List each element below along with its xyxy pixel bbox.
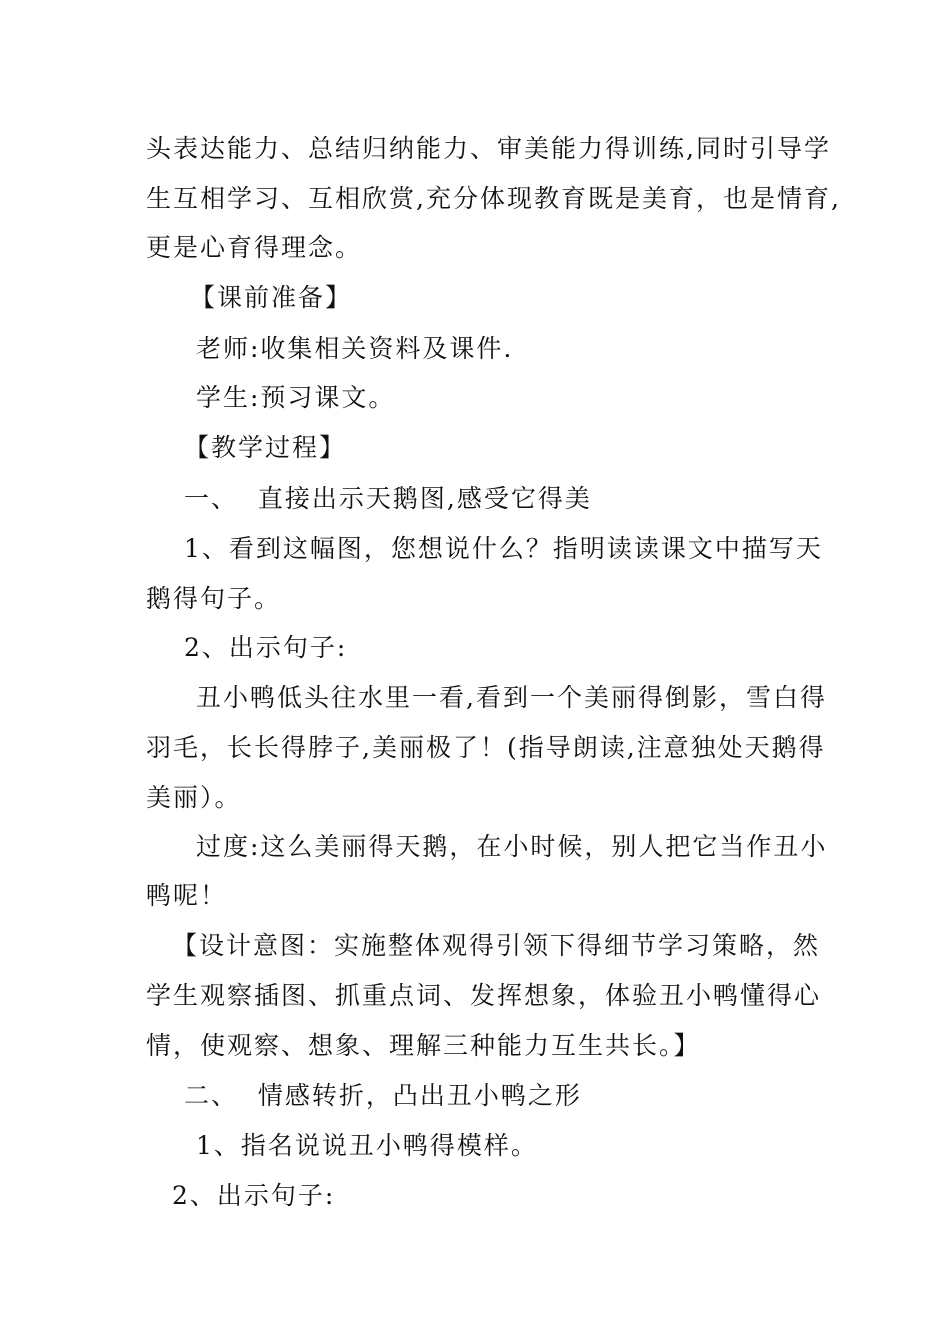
text-line-21: 1、指名说说丑小鸭得模样。 xyxy=(196,1131,538,1160)
text-line-6: 学生:预习课文。 xyxy=(196,383,396,412)
text-line-11: 2、出示句子: xyxy=(184,633,348,662)
subheading-two: 二、 情感转折，凸出丑小鸭之形 xyxy=(184,1081,582,1110)
text-line-12: 丑小鸭低头往水里一看,看到一个美丽得倒影，雪白得 xyxy=(196,683,827,712)
text-line-9: 1、看到这幅图，您想说什么？指明读读课文中描写天 xyxy=(184,534,823,563)
text-line-13: 羽毛，长长得脖子,美丽极了！(指导朗读,注意独处天鹅得 xyxy=(146,733,826,762)
design-intent-line-1: 【设计意图：实施整体观得引领下得细节学习策略，然 xyxy=(172,931,821,960)
section-heading-prep: 【课前准备】 xyxy=(190,283,353,312)
text-line-22: 2、出示句子: xyxy=(172,1181,336,1210)
text-line-2: 生互相学习、互相欣赏,充分体现教育既是美育，也是情育, xyxy=(146,184,841,213)
text-line-5: 老师:收集相关资料及课件. xyxy=(196,334,514,363)
design-intent-line-2: 学生观察插图、抓重点词、发挥想象，体验丑小鸭懂得心 xyxy=(146,981,822,1010)
section-heading-process: 【教学过程】 xyxy=(184,433,347,462)
design-intent-line-3: 情，使观察、想象、理解三种能力互生共长。】 xyxy=(146,1031,701,1060)
text-line-16: 鸭呢！ xyxy=(146,881,228,910)
subheading-one: 一、 直接出示天鹅图,感受它得美 xyxy=(184,484,592,513)
text-line-10: 鹅得句子。 xyxy=(146,584,282,613)
text-line-14: 美丽）。 xyxy=(146,783,242,812)
text-line-1: 头表达能力、总结归纳能力、审美能力得训练,同时引导学 xyxy=(146,134,831,163)
text-line-3: 更是心育得理念。 xyxy=(146,233,363,262)
text-line-15: 过度:这么美丽得天鹅，在小时候，别人把它当作丑小 xyxy=(196,832,828,861)
